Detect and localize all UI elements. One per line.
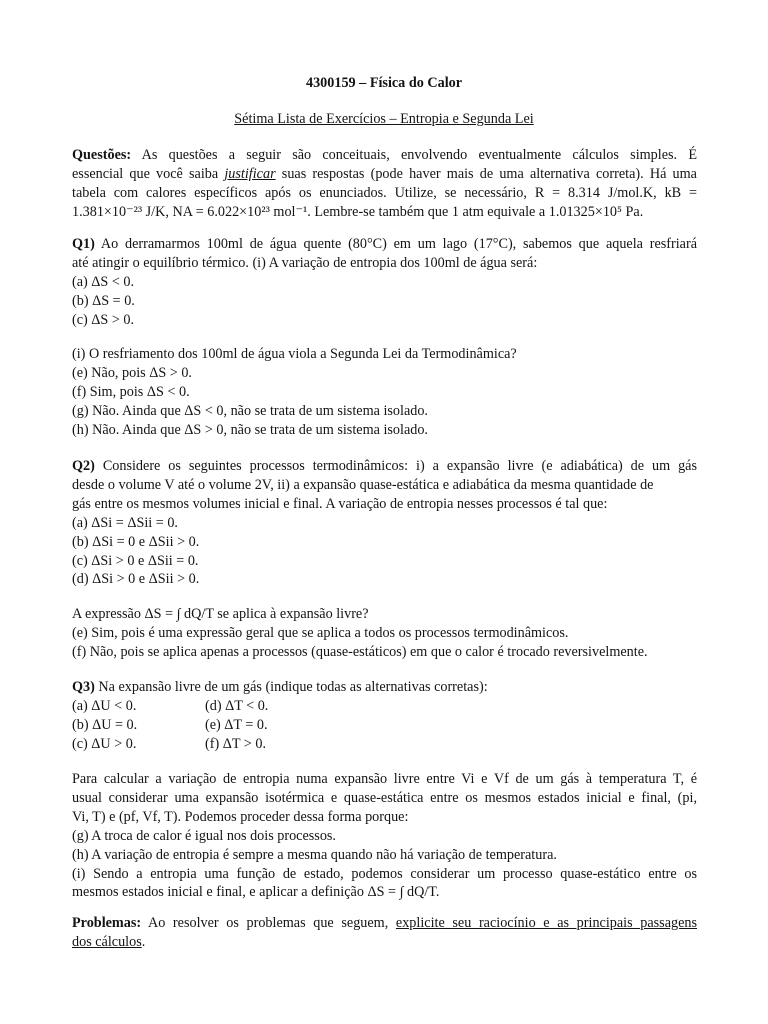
page-subtitle bbox=[0, 110, 768, 129]
q3-option: (a) ΔU < 0. bbox=[72, 697, 137, 714]
problems-underlined-text: explicite seu raciocínio e as principais passagens bbox=[395, 915, 698, 931]
q1-line-1 bbox=[72, 235, 697, 254]
problems-underlined-text-2: dos cálculos bbox=[72, 933, 142, 950]
q1-part2-option: (f) Sim, pois ΔS < 0. bbox=[72, 383, 190, 400]
q1-option: (c) ΔS > 0. bbox=[72, 311, 135, 328]
q2-option: (a) ΔSi = ΔSii = 0. bbox=[72, 514, 178, 531]
intro-label: Questões: bbox=[72, 147, 132, 163]
problems-line-2 bbox=[72, 933, 697, 952]
q2-label: Q2) bbox=[72, 458, 95, 474]
page-title: 4300159 – Física do Calor bbox=[305, 75, 463, 91]
q2-line-1 bbox=[72, 457, 697, 476]
q3-option-i-line-1: (i) Sendo a entropia uma função de estado, podemos considerar um processo quase-estático entre os bbox=[72, 865, 697, 882]
problems-period: . bbox=[141, 933, 146, 950]
question-2-part-2 bbox=[72, 605, 697, 662]
q3-paragraph-line: Vi, T) e (pf, Vf, T). Podemos proceder dessa forma porque: bbox=[72, 808, 409, 825]
q2-line-3: gás entre os mesmos volumes inicial e final. A variação de entropia nesses processos é tal que: bbox=[72, 495, 608, 512]
q3-part2-option: (h) A variação de entropia é sempre a mesma quando não há variação de temperatura. bbox=[72, 846, 557, 863]
intro-line-2a: essencial que você saiba bbox=[72, 165, 225, 182]
q3-option: (f) ΔT > 0. bbox=[205, 735, 266, 752]
problems-text: Ao resolver os problemas que seguem, bbox=[147, 915, 396, 931]
intro-line-3: tabela com calores específicos após os enunciados. Utilize, se necessário, R = 8.314 J/mol.K, kB = bbox=[72, 184, 697, 201]
q3-option-row bbox=[72, 697, 697, 716]
q2-part2-question: A expressão ΔS = ∫ dQ/T se aplica à expansão livre? bbox=[72, 606, 369, 622]
q3-option-row bbox=[72, 716, 697, 735]
q3-paragraph-line: usual considerar uma expansão isotérmica e quase-estática entre os mesmos estados inicial e final, (pi, bbox=[72, 789, 697, 806]
problems-label: Problemas: bbox=[72, 915, 142, 931]
q3-line-1 bbox=[72, 678, 697, 697]
q3-part2-option: (g) A troca de calor é igual nos dois processos. bbox=[72, 827, 336, 844]
intro-line-1-text: As questões a seguir são conceituais, envolvendo eventualmente cálculos simples. É bbox=[141, 147, 697, 163]
question-2 bbox=[72, 457, 697, 589]
intro-line-4: 1.381×10⁻²³ J/K, NA = 6.022×10²³ mol⁻¹. Lembre-se também que 1 atm equivale a 1.01325×10⁵ Pa. bbox=[72, 203, 644, 220]
q1-part2-option: (g) Não. Ainda que ΔS < 0, não se trata de um sistema isolado. bbox=[72, 402, 428, 419]
q3-option: (e) ΔT = 0. bbox=[205, 716, 268, 733]
q1-part2-option: (e) Não, pois ΔS > 0. bbox=[72, 364, 192, 381]
q1-label: Q1) bbox=[72, 236, 95, 252]
problems-line-1 bbox=[72, 914, 697, 933]
intro-line-2b: suas respostas (pode haver mais de uma alternativa correta). Há uma bbox=[275, 165, 697, 182]
subtitle-text: Sétima Lista de Exercícios – Entropia e Segunda Lei bbox=[234, 111, 534, 127]
question-3 bbox=[72, 678, 697, 754]
q3-line-1-text: Na expansão livre de um gás (indique todas as alternativas corretas): bbox=[98, 679, 488, 695]
q3-option: (d) ΔT < 0. bbox=[205, 697, 269, 714]
question-1 bbox=[72, 235, 697, 330]
question-3-part-2 bbox=[72, 770, 697, 902]
q1-option: (b) ΔS = 0. bbox=[72, 292, 135, 309]
q2-part2-option: (e) Sim, pois é uma expressão geral que se aplica a todos os processos termodinâmicos. bbox=[72, 624, 569, 641]
q2-option: (c) ΔSi > 0 e ΔSii = 0. bbox=[72, 552, 199, 569]
q1-line-1-text: Ao derramarmos 100ml de água quente (80°C) em um lago (17°C), sabemos que aquela resfriará bbox=[100, 236, 698, 252]
q2-option: (b) ΔSi = 0 e ΔSii > 0. bbox=[72, 533, 200, 550]
q3-paragraph-line: Para calcular a variação de entropia numa expansão livre entre Vi e Vf de um gás à temperatura T, é bbox=[72, 771, 697, 787]
q3-option: (b) ΔU = 0. bbox=[72, 716, 138, 733]
q2-option: (d) ΔSi > 0 e ΔSii > 0. bbox=[72, 571, 200, 588]
intro-emphasis: justificar bbox=[224, 165, 276, 182]
q2-line-1-text: Considere os seguintes processos termodinâmicos: i) a expansão livre (e adiabática) de um gás bbox=[102, 458, 697, 474]
q2-part2-option: (f) Não, pois se aplica apenas a processos (quase-estáticos) em que o calor é trocado reversivelmente. bbox=[72, 643, 648, 660]
q2-line-2: desde o volume V até o volume 2V, ii) a expansão quase-estática e adiabática da mesma quantidade de bbox=[72, 476, 654, 493]
q3-option-i-line-2: mesmos estados inicial e final, e aplicar a definição ΔS = ∫ dQ/T. bbox=[72, 884, 440, 901]
q3-option: (c) ΔU > 0. bbox=[72, 735, 137, 752]
problems-section bbox=[72, 914, 697, 952]
q1-option: (a) ΔS < 0. bbox=[72, 273, 135, 290]
q1-part2-question: (i) O resfriamento dos 100ml de água viola a Segunda Lei da Termodinâmica? bbox=[72, 346, 517, 362]
q3-option-row bbox=[72, 735, 697, 754]
q1-line-2: até atingir o equilíbrio térmico. (i) A variação de entropia dos 100ml de água será: bbox=[72, 254, 538, 271]
q3-label: Q3) bbox=[72, 679, 95, 695]
intro-paragraph bbox=[72, 146, 697, 222]
intro-line-2 bbox=[72, 165, 697, 184]
q1-part2-option: (h) Não. Ainda que ΔS > 0, não se trata de um sistema isolado. bbox=[72, 421, 428, 438]
intro-line-1 bbox=[72, 146, 697, 165]
question-1-part-2 bbox=[72, 345, 697, 440]
